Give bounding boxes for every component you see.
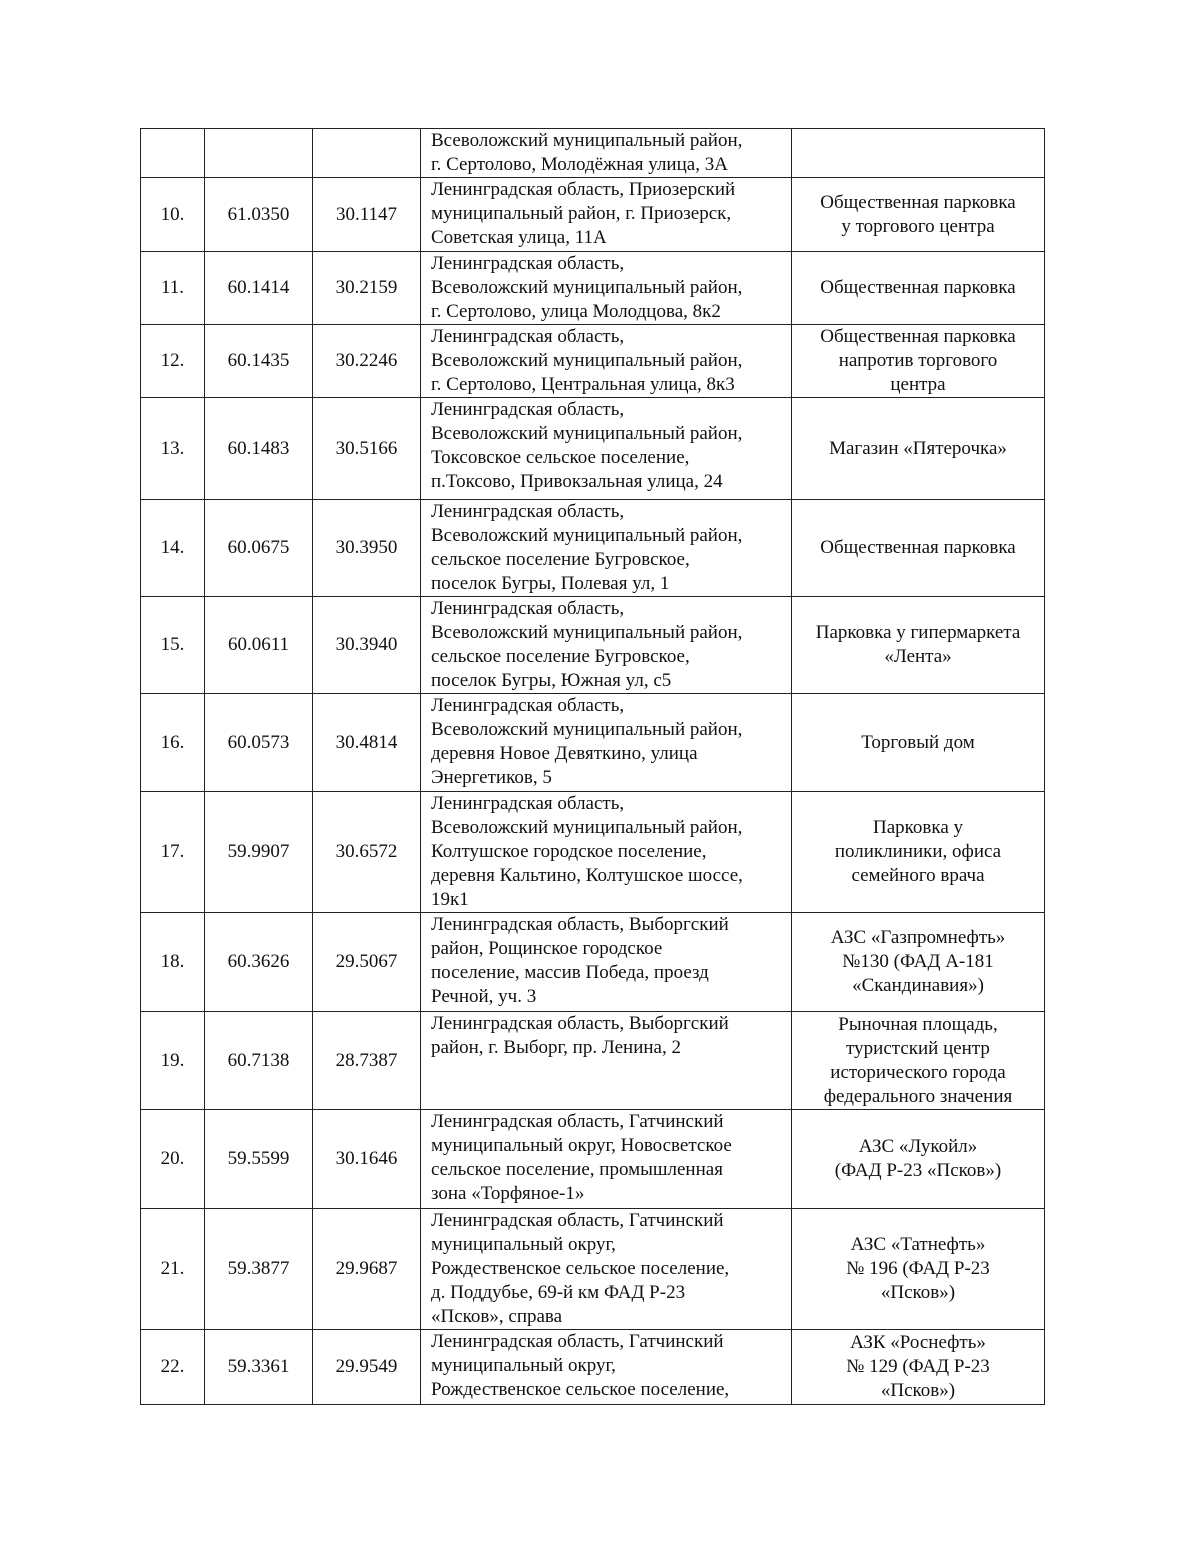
address-cell-text: Ленинградская область, Всеволожский муниципальный район, г. Сертолово, Центральная улица, 8к3	[431, 326, 743, 395]
longitude-cell-text: 30.6572	[335, 841, 398, 862]
place-cell	[792, 1209, 1045, 1330]
place-cell	[792, 178, 1045, 252]
latitude-cell-text: 59.3361	[227, 1356, 290, 1377]
longitude-cell	[313, 325, 421, 398]
latitude-cell	[205, 597, 313, 694]
row-number-cell-text: 15.	[160, 634, 185, 655]
address-cell	[421, 913, 792, 1012]
row-number-cell-text: 10.	[160, 203, 185, 225]
longitude-cell	[313, 500, 421, 597]
longitude-cell-text: 30.3940	[335, 634, 398, 655]
latitude-cell	[205, 1209, 313, 1330]
longitude-cell	[313, 178, 421, 252]
row-number-cell	[141, 1330, 205, 1405]
row-number-cell-text: 18.	[160, 951, 185, 972]
table-row	[141, 694, 1045, 792]
latitude-cell-text: 60.3626	[227, 951, 290, 972]
row-number-cell	[141, 597, 205, 694]
longitude-cell	[313, 694, 421, 792]
place-cell-text: Парковка у поликлиники, офиса семейного врача	[834, 817, 1002, 886]
table-row	[141, 1012, 1045, 1110]
longitude-cell-text: 29.9687	[335, 1258, 398, 1279]
place-cell	[792, 500, 1045, 597]
longitude-cell-text: 30.2159	[335, 277, 398, 298]
row-number-cell	[141, 694, 205, 792]
latitude-cell-text: 60.1483	[227, 437, 290, 459]
table-row	[141, 500, 1045, 597]
place-cell-text: Магазин «Пятерочка»	[829, 437, 1007, 459]
table-row	[141, 1209, 1045, 1330]
longitude-cell-text: 29.9549	[335, 1356, 398, 1377]
latitude-cell	[205, 1110, 313, 1209]
address-cell	[421, 1012, 792, 1110]
longitude-cell-text: 28.7387	[335, 1049, 398, 1071]
latitude-cell-text: 59.5599	[227, 1148, 290, 1169]
latitude-cell	[205, 913, 313, 1012]
row-number-cell-text: 11.	[160, 277, 185, 298]
row-number-cell-text: 16.	[160, 731, 185, 753]
address-cell-text: Ленинградская область, Всеволожский муниципальный район, Токсовское сельское поселение, п.Токсово, Привокзальная улица, 24	[431, 399, 743, 492]
row-number-cell-text: 21.	[160, 1258, 185, 1279]
longitude-cell	[313, 1110, 421, 1209]
row-number-cell	[141, 252, 205, 325]
longitude-cell	[313, 252, 421, 325]
longitude-cell	[313, 792, 421, 913]
address-cell	[421, 252, 792, 325]
row-number-cell	[141, 792, 205, 913]
place-cell-text: Торговый дом	[861, 731, 975, 753]
locations-table	[140, 128, 1045, 1405]
longitude-cell	[313, 597, 421, 694]
longitude-cell-text: 30.2246	[335, 350, 398, 371]
longitude-cell	[313, 398, 421, 500]
row-number-cell	[141, 398, 205, 500]
row-number-cell-text: 17.	[160, 841, 185, 862]
address-cell-text: Ленинградская область, Приозерский муниципальный район, г. Приозерск, Советская улица, 11А	[431, 179, 736, 248]
place-cell	[792, 1012, 1045, 1110]
place-cell-text: Парковка у гипермаркета «Лента»	[815, 622, 1021, 667]
row-number-cell	[141, 129, 205, 178]
place-cell-text: АЗК «Роснефть» № 129 (ФАД Р-23 «Псков»)	[846, 1332, 990, 1401]
place-cell	[792, 1110, 1045, 1209]
latitude-cell	[205, 792, 313, 913]
longitude-cell	[313, 1209, 421, 1330]
table-row	[141, 1330, 1045, 1405]
address-cell-text: Ленинградская область, Гатчинский муниципальный округ, Новосветское сельское поселение, промышленная зона «Торфяное-1»	[431, 1111, 732, 1204]
address-cell	[421, 129, 792, 178]
latitude-cell	[205, 1330, 313, 1405]
latitude-cell	[205, 252, 313, 325]
latitude-cell	[205, 178, 313, 252]
place-cell-text: Рыночная площадь, туристский центр исторического города федерального значения	[823, 1013, 1013, 1107]
longitude-cell	[313, 1330, 421, 1405]
place-cell-text: Общественная парковка у торгового центра	[820, 191, 1016, 237]
latitude-cell-text: 60.0611	[227, 634, 290, 655]
address-cell	[421, 325, 792, 398]
table-row	[141, 398, 1045, 500]
address-cell-text: Ленинградская область, Всеволожский муниципальный район, Колтушское городское поселение, деревня Кальтино, Колтушское шоссе, 19к1	[431, 793, 743, 910]
address-cell	[421, 178, 792, 252]
place-cell	[792, 325, 1045, 398]
table-row	[141, 913, 1045, 1012]
longitude-cell	[313, 1012, 421, 1110]
table-body	[141, 129, 1045, 1405]
row-number-cell-text: 22.	[160, 1356, 185, 1377]
address-cell	[421, 694, 792, 792]
row-number-cell	[141, 1209, 205, 1330]
place-cell-text: Общественная парковка напротив торгового центра	[820, 326, 1016, 395]
place-cell	[792, 792, 1045, 913]
longitude-cell-text: 29.5067	[335, 951, 398, 972]
place-cell	[792, 913, 1045, 1012]
longitude-cell-text: 30.5166	[335, 437, 398, 459]
address-cell-text: Ленинградская область, Всеволожский муниципальный район, сельское поселение Бугровское, поселок Бугры, Полевая ул, 1	[431, 501, 743, 594]
longitude-cell-text: 30.1646	[335, 1148, 398, 1169]
address-cell-text: Ленинградская область, Выборгский район, г. Выборг, пр. Ленина, 2	[431, 1013, 729, 1058]
row-number-cell-text: 20.	[160, 1148, 185, 1169]
address-cell-text: Ленинградская область, Выборгский район, Рощинское городское поселение, массив Победа, проезд Речной, уч. 3	[431, 914, 729, 1007]
place-cell	[792, 252, 1045, 325]
latitude-cell-text: 60.0573	[227, 731, 290, 753]
latitude-cell-text: 60.1435	[227, 350, 290, 371]
table-row	[141, 597, 1045, 694]
address-cell-text: Ленинградская область, Всеволожский муниципальный район, деревня Новое Девяткино, улица Энергетиков, 5	[431, 695, 743, 788]
address-cell-text: Ленинградская область, Всеволожский муниципальный район, г. Сертолово, улица Молодцова, 8к2	[431, 253, 743, 322]
table-row	[141, 252, 1045, 325]
address-cell	[421, 792, 792, 913]
latitude-cell	[205, 129, 313, 178]
table-row	[141, 129, 1045, 178]
row-number-cell	[141, 325, 205, 398]
table-row	[141, 1110, 1045, 1209]
longitude-cell-text: 30.3950	[335, 537, 398, 558]
place-cell-text: АЗС «Татнефть» № 196 (ФАД Р-23 «Псков»)	[846, 1234, 990, 1303]
place-cell	[792, 1330, 1045, 1405]
table-row	[141, 178, 1045, 252]
latitude-cell	[205, 500, 313, 597]
address-cell	[421, 1110, 792, 1209]
row-number-cell	[141, 913, 205, 1012]
longitude-cell	[313, 913, 421, 1012]
longitude-cell-text: 30.4814	[335, 731, 398, 753]
address-cell	[421, 500, 792, 597]
place-cell	[792, 694, 1045, 792]
row-number-cell	[141, 500, 205, 597]
place-cell-text: АЗС «Газпромнефть» №130 (ФАД А-181 «Скандинавия»)	[830, 927, 1006, 996]
table-row	[141, 792, 1045, 913]
latitude-cell	[205, 398, 313, 500]
latitude-cell	[205, 1012, 313, 1110]
place-cell	[792, 597, 1045, 694]
place-cell-text: Общественная парковка	[820, 277, 1016, 298]
longitude-cell-text: 30.1147	[335, 203, 398, 225]
address-cell	[421, 1330, 792, 1405]
address-cell-text: Ленинградская область, Всеволожский муниципальный район, сельское поселение Бугровское, поселок Бугры, Южная ул, с5	[431, 598, 743, 691]
place-cell-text: Общественная парковка	[820, 537, 1016, 558]
row-number-cell	[141, 1012, 205, 1110]
latitude-cell-text: 61.0350	[227, 203, 290, 225]
row-number-cell	[141, 1110, 205, 1209]
longitude-cell	[313, 129, 421, 178]
latitude-cell-text: 59.3877	[227, 1258, 290, 1279]
latitude-cell-text: 60.1414	[227, 277, 290, 298]
latitude-cell	[205, 325, 313, 398]
table-row	[141, 325, 1045, 398]
row-number-cell-text: 14.	[160, 537, 185, 558]
address-cell-text: Ленинградская область, Гатчинский муниципальный округ, Рождественское сельское поселение,	[431, 1331, 730, 1400]
row-number-cell-text: 13.	[160, 437, 185, 459]
address-cell-text: Всеволожский муниципальный район, г. Сертолово, Молодёжная улица, 3А	[431, 130, 743, 175]
latitude-cell	[205, 694, 313, 792]
latitude-cell-text: 60.7138	[227, 1049, 290, 1071]
address-cell	[421, 398, 792, 500]
address-cell	[421, 597, 792, 694]
address-cell	[421, 1209, 792, 1330]
address-cell-text: Ленинградская область, Гатчинский муниципальный округ, Рождественское сельское поселение, д. Поддубье, 69-й км ФАД Р-23 «Псков», справа	[431, 1210, 730, 1327]
latitude-cell-text: 60.0675	[227, 537, 290, 558]
latitude-cell-text: 59.9907	[227, 841, 290, 862]
row-number-cell-text: 12.	[160, 350, 185, 371]
row-number-cell-text: 19.	[160, 1049, 185, 1071]
place-cell	[792, 398, 1045, 500]
row-number-cell	[141, 178, 205, 252]
place-cell-text: АЗС «Лукойл» (ФАД Р-23 «Псков»)	[834, 1136, 1002, 1181]
place-cell	[792, 129, 1045, 178]
